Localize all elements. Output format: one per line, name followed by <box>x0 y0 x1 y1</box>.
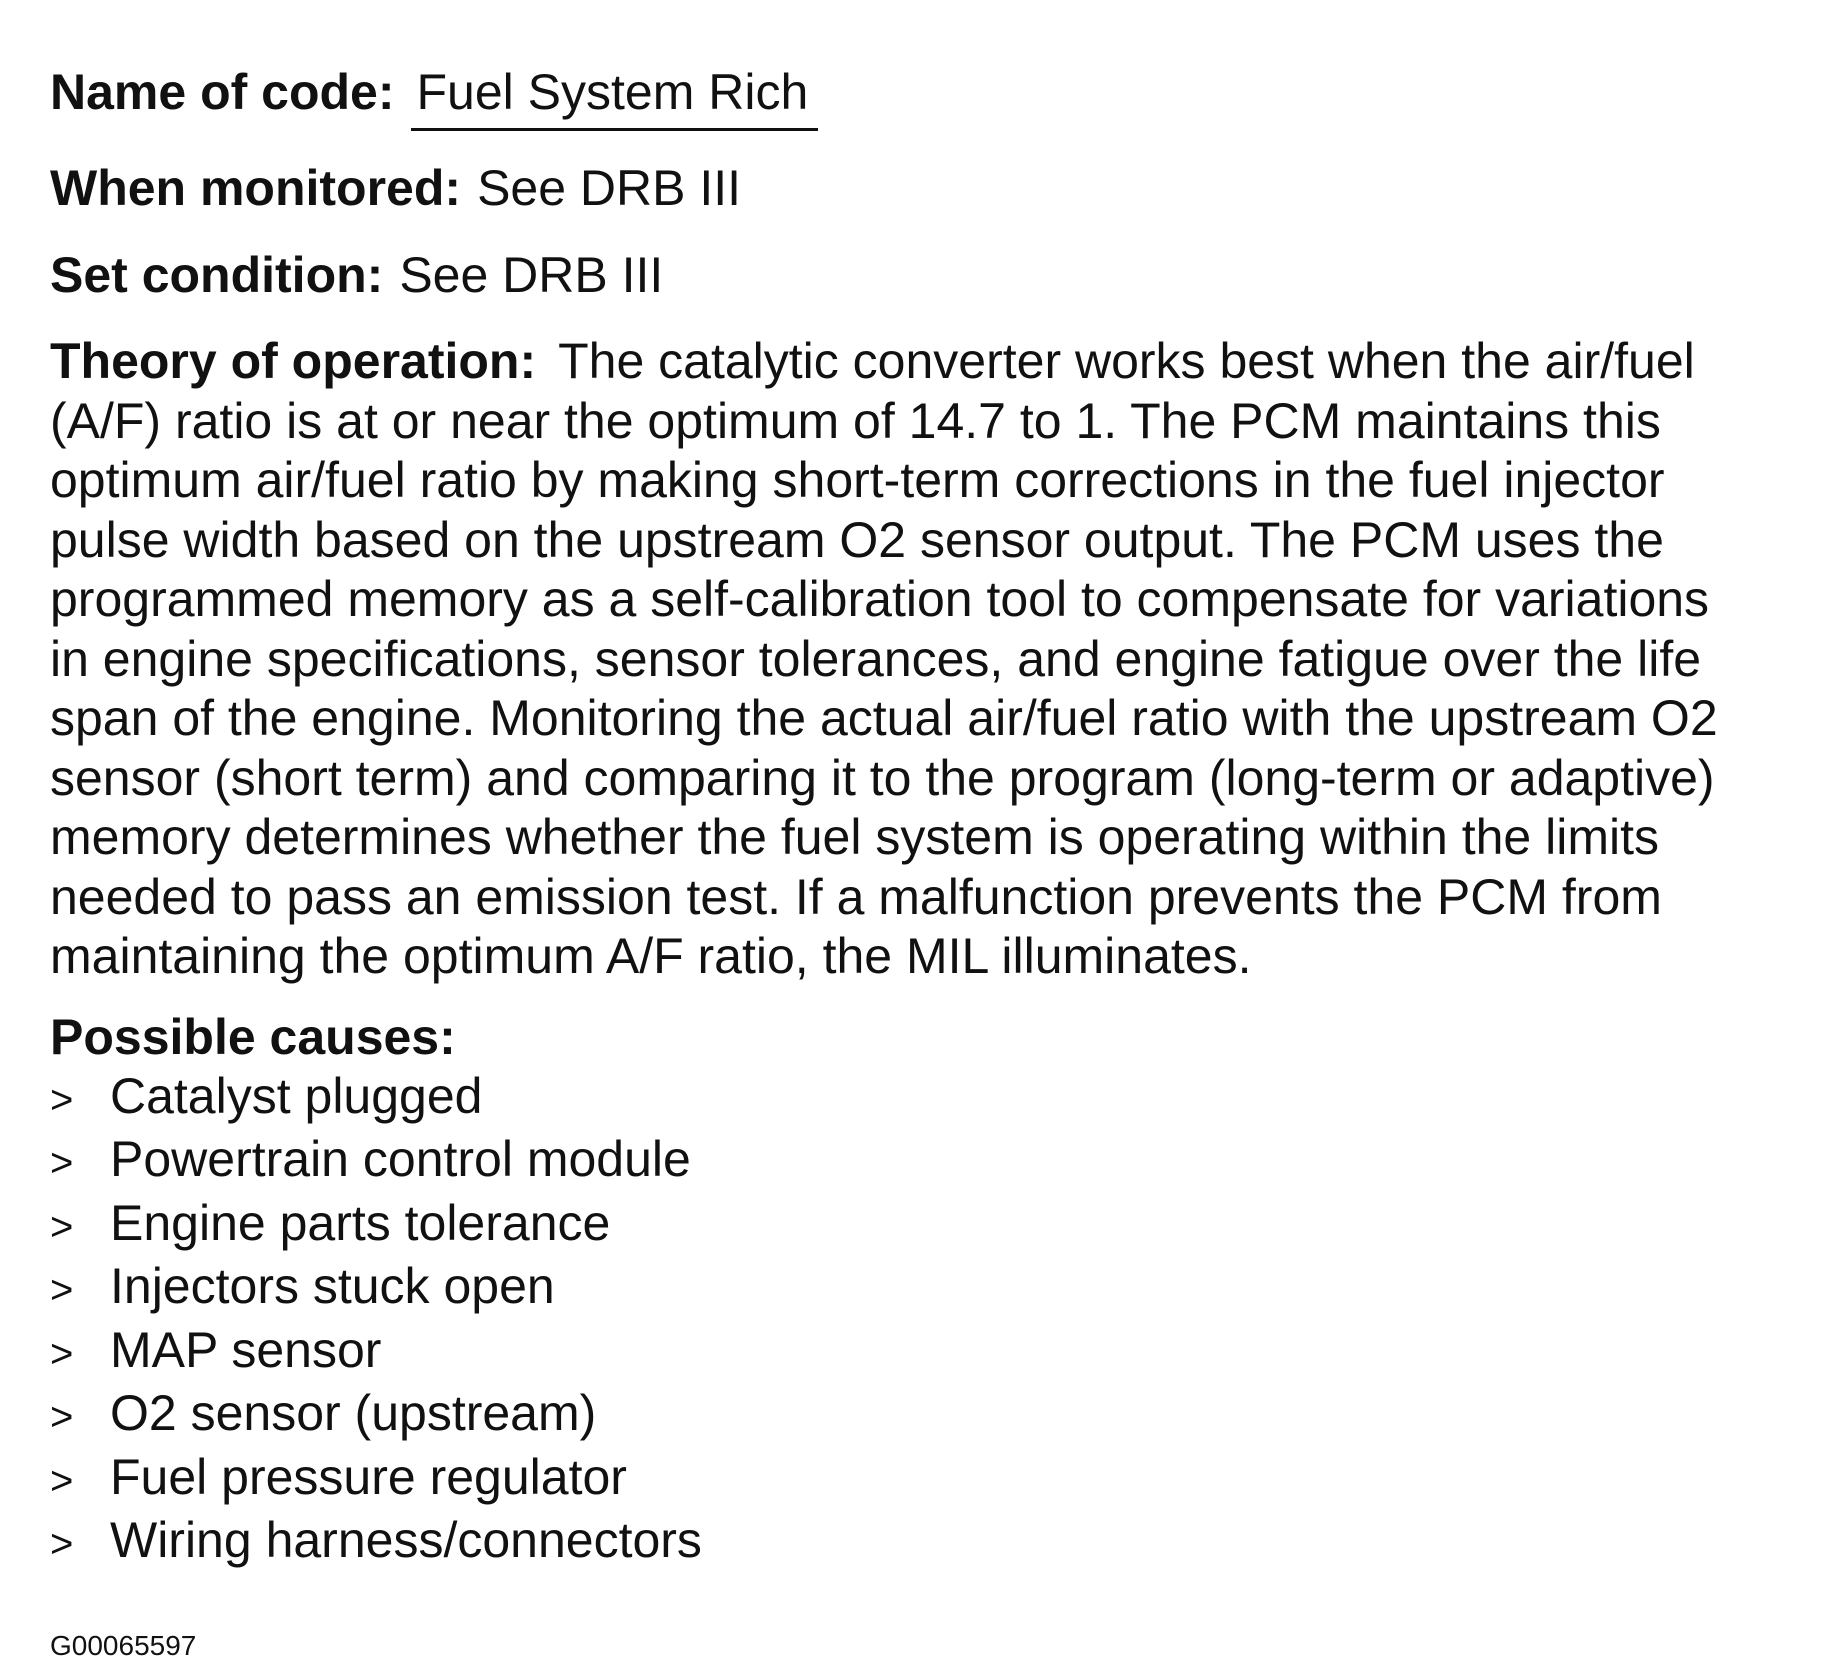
theory-text-line: pulse width based on the upstream O2 sensor output. The PCM uses the <box>50 511 1664 568</box>
cause-text: Engine parts tolerance <box>110 1194 611 1251</box>
theory-text-line: needed to pass an emission test. If a malfunction prevents the PCM from <box>50 868 1662 925</box>
document <box>50 62 1820 1661</box>
theory-text-line: span of the engine. Monitoring the actual air/fuel ratio with the upstream O2 <box>50 690 1718 746</box>
bullet-marker: > <box>50 1268 74 1312</box>
name-of-code-value: Fuel System Rich <box>411 62 819 131</box>
bullet-marker: > <box>50 1204 74 1249</box>
when-monitored-value: See DRB III <box>477 160 742 216</box>
theory-text-line: sensor (short term) and comparing it to the program (long-term or adaptive) <box>50 749 1715 806</box>
figure-id: G00065597 <box>50 1630 197 1661</box>
theory-text-line: (A/F) ratio is at or near the optimum of 14.7 to 1. The PCM maintains this <box>50 392 1661 449</box>
list-item <box>50 1257 1820 1321</box>
cause-text: Wiring harness/connectors <box>110 1512 702 1568</box>
bullet-marker: > <box>50 1395 74 1439</box>
theory-text-line: in engine specifications, sensor tolerances, and engine fatigue over the life <box>50 630 1702 687</box>
cause-text: Catalyst plugged <box>110 1067 483 1124</box>
possible-causes-heading: Possible causes: <box>50 1008 456 1065</box>
theory-of-operation-label: Theory of operation: <box>50 333 537 389</box>
when-monitored-row <box>50 158 1820 218</box>
cause-text: MAP sensor <box>110 1321 382 1378</box>
bullet-marker: > <box>50 1077 74 1122</box>
bullet-marker: > <box>50 1458 74 1503</box>
list-item <box>50 1511 1820 1575</box>
theory-of-operation-section <box>50 332 1820 987</box>
set-condition-label: Set condition: <box>50 247 384 303</box>
list-item <box>50 1194 1820 1258</box>
theory-text-line: optimum air/fuel ratio by making short-term corrections in the fuel injector <box>50 452 1665 508</box>
set-condition-value: See DRB III <box>399 247 664 303</box>
theory-text-line: memory determines whether the fuel system is operating within the limits <box>50 809 1659 865</box>
name-of-code-label: Name of code: <box>50 64 395 120</box>
theory-text-line: maintaining the optimum A/F ratio, the MIL illuminates. <box>50 928 1252 984</box>
theory-line <box>50 332 1820 392</box>
theory-text-line: programmed memory as a self-calibration tool to compensate for variations <box>50 571 1710 627</box>
list-item <box>50 1067 1820 1131</box>
list-item <box>50 1384 1820 1448</box>
cause-text: O2 sensor (upstream) <box>110 1385 597 1441</box>
bullet-marker: > <box>50 1331 74 1376</box>
bullet-marker: > <box>50 1522 74 1566</box>
cause-text: Fuel pressure regulator <box>110 1448 627 1505</box>
theory-text-line: The catalytic converter works best when the air/fuel <box>558 333 1695 389</box>
list-item <box>50 1130 1820 1194</box>
set-condition-row <box>50 245 1820 305</box>
list-item <box>50 1321 1820 1385</box>
list-item <box>50 1448 1820 1512</box>
cause-text: Powertrain control module <box>110 1131 691 1187</box>
bullet-marker: > <box>50 1141 74 1185</box>
possible-causes-list <box>50 1067 1820 1575</box>
cause-text: Injectors stuck open <box>110 1258 555 1314</box>
when-monitored-label: When monitored: <box>50 160 462 216</box>
name-of-code-row <box>50 62 1820 131</box>
